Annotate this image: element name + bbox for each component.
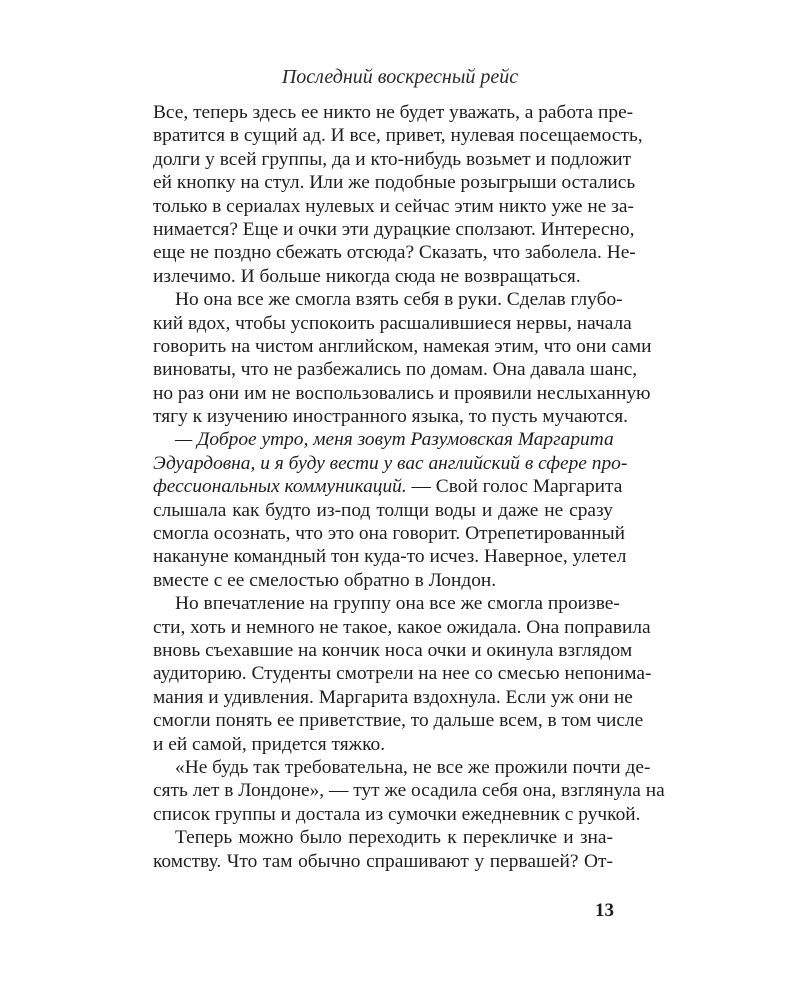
text-line: и ей самой, придется тяжко. bbox=[153, 733, 386, 755]
text-line: смогла осознать, что это она говорит. Отрепетированный bbox=[153, 523, 626, 545]
text-line: излечимо. И больше никогда сюда не возвращаться. bbox=[153, 265, 581, 287]
text-line: кий вдох, чтобы успокоить расшалившиеся нервы, начала bbox=[153, 312, 632, 334]
text-line: Но она все же смогла взять себя в руки. Сделав глубо- bbox=[175, 289, 623, 311]
text-line: вместе с ее смелостью обратно в Лондон. bbox=[153, 569, 497, 591]
running-header: Последний воскресный рейс bbox=[281, 66, 519, 88]
text-line: еще не поздно сбежать отсюда? Сказать, что заболела. Не- bbox=[153, 242, 636, 264]
text-line: вновь съехавшие на кончик носа очки и окинула взглядом bbox=[153, 639, 633, 661]
text-line: нимается? Еще и очки эти дурацкие сползают. Интересно, bbox=[153, 218, 635, 240]
dialogue-text: фессиональных коммуникаций. bbox=[153, 476, 407, 498]
text-line: Все, теперь здесь ее никто не будет уважать, а работа пре- bbox=[153, 102, 634, 123]
text-line: комству. Что там обычно спрашивают у первашей? От- bbox=[153, 850, 613, 872]
dialogue-text: — Доброе утро, меня зовут Разумовская Маргарита bbox=[175, 429, 614, 451]
dialogue-line bbox=[153, 452, 628, 475]
text-line: слышала как будто из-под толщи воды и даже не сразу bbox=[153, 499, 613, 521]
text-line: только в сериалах нулевых и сейчас этим никто уже не за- bbox=[153, 195, 634, 217]
text-line: вратится в сущий ад. И все, привет, нулевая посещаемость, bbox=[153, 125, 643, 147]
text-line: Но впечатление на группу она все же смогла произве- bbox=[175, 593, 620, 615]
text-line: смогли понять ее приветствие, то дальше всем, в том числе bbox=[153, 710, 644, 732]
text-line: тягу к изучению иностранного языка, то пусть мучаются. bbox=[153, 406, 628, 428]
text-line: но раз они им не воспользовались и проявили неслыханную bbox=[153, 382, 651, 404]
dialogue-line bbox=[153, 428, 613, 451]
text-line: накануне командный тон куда-то исчез. Наверное, улетел bbox=[153, 546, 627, 568]
body-text bbox=[153, 101, 665, 873]
text-line: Теперь можно было переходить к перекличке и зна- bbox=[175, 827, 613, 849]
text-fragment: — Свой голос Маргарита bbox=[406, 476, 623, 498]
text-line: виноваты, что не разбежались по домам. Она давала шанс, bbox=[153, 359, 638, 381]
dialogue-line bbox=[153, 475, 623, 498]
text-line: сти, хоть и немного не такое, какое ожидала. Она поправила bbox=[153, 616, 651, 638]
text-line: ей кнопку на стул. Или же подобные розыгрыши остались bbox=[153, 172, 636, 194]
text-line: говорить на чистом английском, намекая этим, что они сами bbox=[153, 335, 652, 357]
text-line: «Не будь так требовательна, не все же прожили почти де- bbox=[175, 756, 651, 778]
text-line: список группы и достала из сумочки ежедневник с ручкой. bbox=[153, 803, 641, 825]
text-line: аудиторию. Студенты смотрели на нее со смесью непонима- bbox=[153, 663, 652, 685]
text-line: долги у всей группы, да и кто-нибудь возьмет и подложит bbox=[153, 148, 632, 170]
page-number: 13 bbox=[595, 900, 614, 921]
dialogue-text: Эдуардовна, и я буду вести у вас английский в сфере про- bbox=[153, 452, 628, 474]
text-line: сять лет в Лондоне», — тут же осадила себя она, взглянула на bbox=[153, 780, 665, 802]
text-line: мания и удивления. Маргарита вздохнула. Если уж они не bbox=[153, 686, 633, 708]
